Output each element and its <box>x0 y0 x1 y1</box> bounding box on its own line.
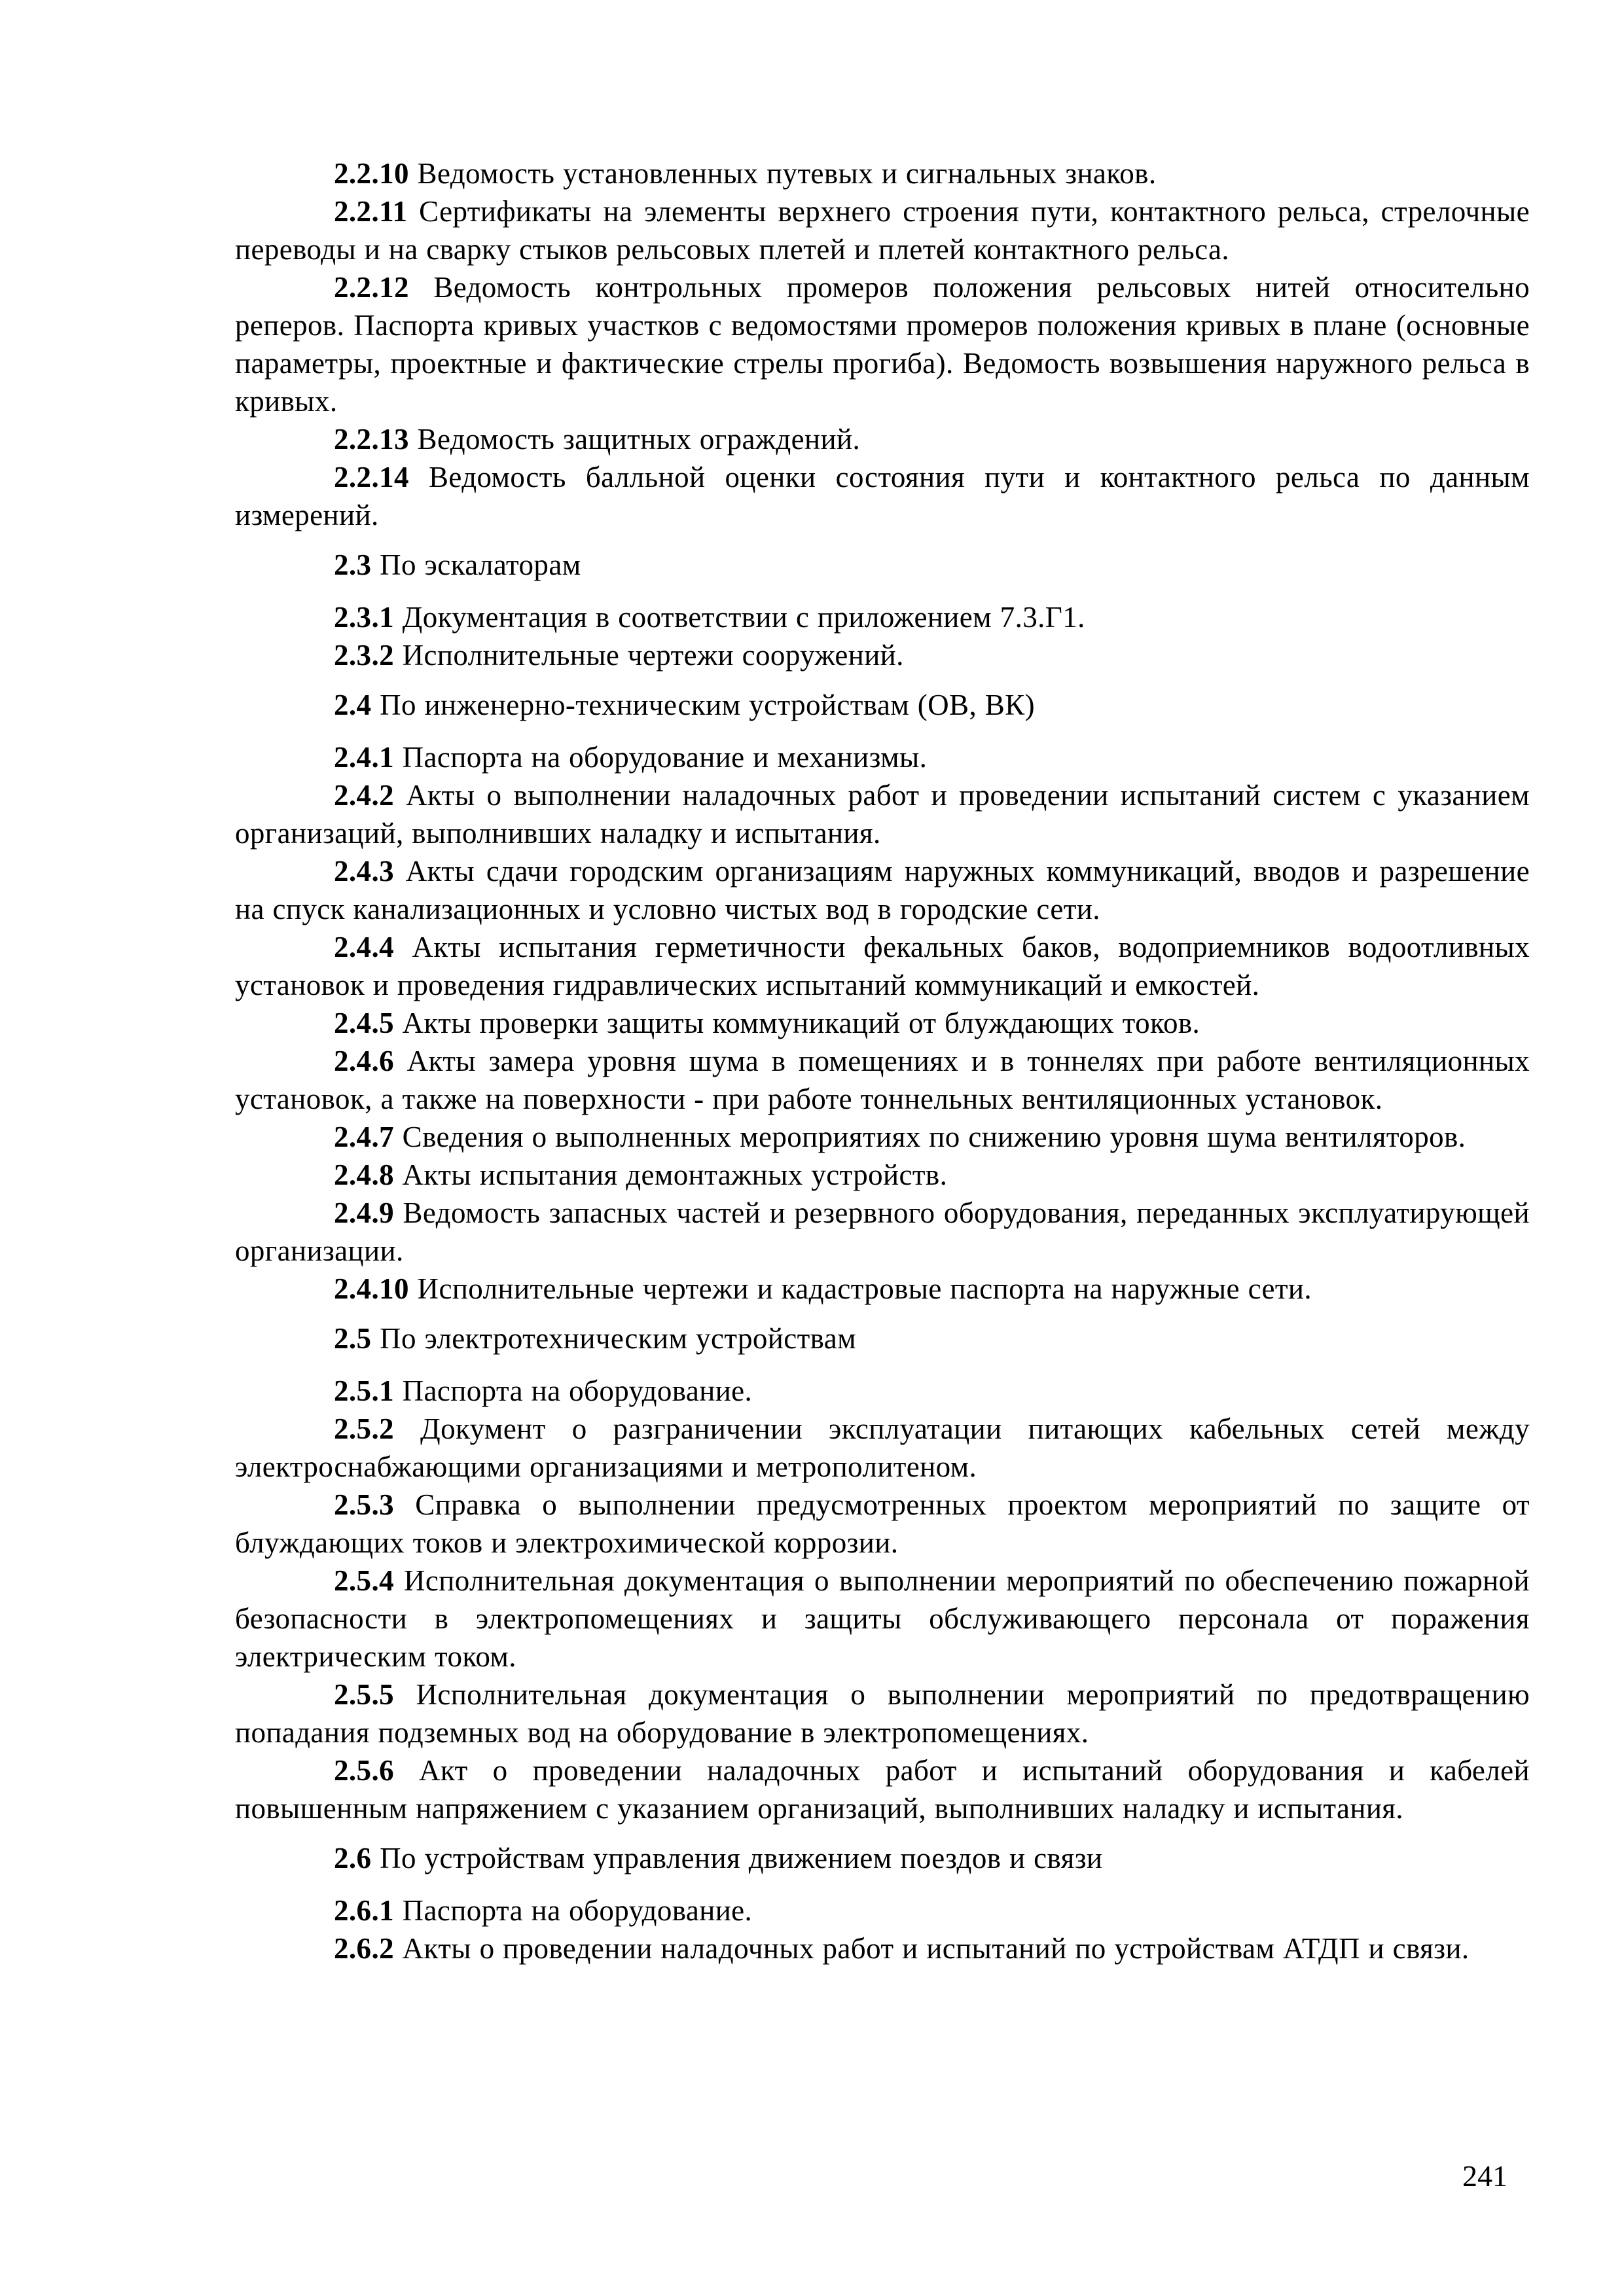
section-heading-text: По инженерно-техническим устройствам (ОВ, ВК) <box>371 689 1035 721</box>
page-number: 241 <box>1462 2159 1507 2193</box>
item-number: 2.3 <box>334 548 372 581</box>
section-heading <box>235 546 1530 584</box>
list-item <box>235 154 1530 192</box>
item-text: Акты сдачи городским организациям наружных коммуникаций, вводов и разрешение на спуск канализационных и условно чистых вод в городские сети. <box>235 855 1530 925</box>
item-text: Исполнительные чертежи и кадастровые паспорта на наружные сети. <box>408 1272 1312 1305</box>
item-number: 2.4.8 <box>334 1158 394 1191</box>
list-item <box>235 1676 1530 1751</box>
item-text: Ведомость запасных частей и резервного оборудования, переданных эксплуатирующей организации. <box>235 1196 1530 1267</box>
item-number: 2.4.10 <box>334 1272 409 1305</box>
item-text: Акты испытания герметичности фекальных баков, водоприемников водоотливных установок и проведения гидравлических испытаний коммуникаций и емкостей. <box>235 931 1530 1001</box>
item-text: Паспорта на оборудование. <box>394 1894 753 1927</box>
item-text: Исполнительная документация о выполнении мероприятий по предотвращению попадания подземных вод на оборудование в электропомещениях. <box>235 1678 1530 1749</box>
item-number: 2.5.5 <box>334 1678 394 1711</box>
item-number: 2.4.9 <box>334 1196 394 1229</box>
list-item <box>235 1194 1530 1270</box>
item-text: Ведомость установленных путевых и сигнальных знаков. <box>408 157 1157 190</box>
list-item <box>235 1004 1530 1042</box>
item-number: 2.2.13 <box>334 423 409 456</box>
item-text: Паспорта на оборудование и механизмы. <box>394 741 928 774</box>
item-number: 2.4 <box>334 689 372 721</box>
item-number: 2.4.7 <box>334 1121 394 1153</box>
list-item <box>235 738 1530 776</box>
list-item <box>235 928 1530 1004</box>
item-text: Исполнительные чертежи сооружений. <box>394 639 904 672</box>
list-item <box>235 1372 1530 1410</box>
list-item <box>235 192 1530 268</box>
item-number: 2.6 <box>334 1842 372 1874</box>
item-number: 2.6.1 <box>334 1894 394 1927</box>
list-item <box>235 1892 1530 1929</box>
item-text: Сертификаты на элементы верхнего строения пути, контактного рельса, стрелочные переводы и на сварку стыков рельсовых плетей и плетей контактного рельса. <box>235 195 1530 266</box>
item-number: 2.2.11 <box>334 195 408 228</box>
item-number: 2.2.10 <box>334 157 409 190</box>
item-number: 2.3.2 <box>334 639 394 672</box>
list-item <box>235 776 1530 852</box>
list-item <box>235 1156 1530 1194</box>
list-item <box>235 1118 1530 1156</box>
item-number: 2.4.3 <box>334 855 394 888</box>
item-number: 2.5 <box>334 1322 372 1355</box>
list-item <box>235 636 1530 674</box>
item-text: Исполнительная документация о выполнении мероприятий по обеспечению пожарной безопасности в электропомещениях и защиты обслуживающего персонала от поражения электрическим током. <box>235 1564 1530 1673</box>
item-number: 2.5.3 <box>334 1488 394 1521</box>
list-item <box>235 458 1530 534</box>
item-text: Акты замера уровня шума в помещениях и в тоннелях при работе вентиляционных установок, а также на поверхности - при работе тоннельных вентиляционных установок. <box>235 1045 1530 1115</box>
item-number: 2.5.4 <box>334 1564 394 1597</box>
section-heading <box>235 1319 1530 1357</box>
item-number: 2.5.1 <box>334 1374 394 1407</box>
item-text: Акты испытания демонтажных устройств. <box>394 1158 948 1191</box>
item-number: 2.2.14 <box>334 461 409 493</box>
section-heading-text: По эскалаторам <box>371 548 581 581</box>
list-item <box>235 1410 1530 1486</box>
item-text: Сведения о выполненных мероприятиях по снижению уровня шума вентиляторов. <box>394 1121 1466 1153</box>
item-number: 2.3.1 <box>334 601 394 634</box>
item-number: 2.5.2 <box>334 1412 394 1445</box>
list-item <box>235 420 1530 458</box>
list-item <box>235 1562 1530 1676</box>
item-number: 2.4.2 <box>334 779 394 812</box>
item-number: 2.2.12 <box>334 271 409 304</box>
item-text: Акты о выполнении наладочных работ и проведении испытаний систем с указанием организаций, выполнивших наладку и испытания. <box>235 779 1530 850</box>
item-text: Акты проверки защиты коммуникаций от блуждающих токов. <box>394 1007 1200 1039</box>
item-text: Ведомость защитных ограждений. <box>408 423 861 456</box>
list-item <box>235 1751 1530 1827</box>
item-number: 2.4.1 <box>334 741 394 774</box>
item-text: Ведомость контрольных промеров положения рельсовых нитей относительно реперов. Паспорта кривых участков с ведомостями промеров положения кривых в плане (основные параметры, проектные и фактические стрелы прогиба). Ведомость возвышения наружного рельса в кривых. <box>235 271 1530 418</box>
item-text: Документация в соответствии с приложением 7.3.Г1. <box>394 601 1085 634</box>
item-number: 2.4.4 <box>334 931 394 963</box>
item-number: 2.4.5 <box>334 1007 394 1039</box>
section-heading-text: По электротехническим устройствам <box>371 1322 856 1355</box>
item-number: 2.6.2 <box>334 1932 394 1965</box>
list-item <box>235 852 1530 928</box>
list-item <box>235 598 1530 636</box>
section-heading <box>235 686 1530 724</box>
list-item <box>235 1929 1530 1967</box>
item-number: 2.5.6 <box>334 1754 394 1787</box>
item-number: 2.4.6 <box>334 1045 394 1077</box>
section-heading <box>235 1839 1530 1877</box>
item-text: Документ о разграничении эксплуатации питающих кабельных сетей между электроснабжающими организациями и метрополитеном. <box>235 1412 1530 1483</box>
item-text: Паспорта на оборудование. <box>394 1374 753 1407</box>
item-text: Ведомость балльной оценки состояния пути и контактного рельса по данным измерений. <box>235 461 1530 531</box>
list-item <box>235 1042 1530 1118</box>
list-item <box>235 1486 1530 1562</box>
item-text: Справка о выполнении предусмотренных проектом мероприятий по защите от блуждающих токов и электрохимической коррозии. <box>235 1488 1530 1559</box>
document-body <box>235 154 1530 1967</box>
item-text: Акт о проведении наладочных работ и испытаний оборудования и кабелей повышенным напряжением с указанием организаций, выполнивших наладку и испытания. <box>235 1754 1530 1825</box>
item-text: Акты о проведении наладочных работ и испытаний по устройствам АТДП и связи. <box>394 1932 1470 1965</box>
list-item <box>235 268 1530 420</box>
section-heading-text: По устройствам управления движением поездов и связи <box>371 1842 1103 1874</box>
list-item <box>235 1270 1530 1308</box>
